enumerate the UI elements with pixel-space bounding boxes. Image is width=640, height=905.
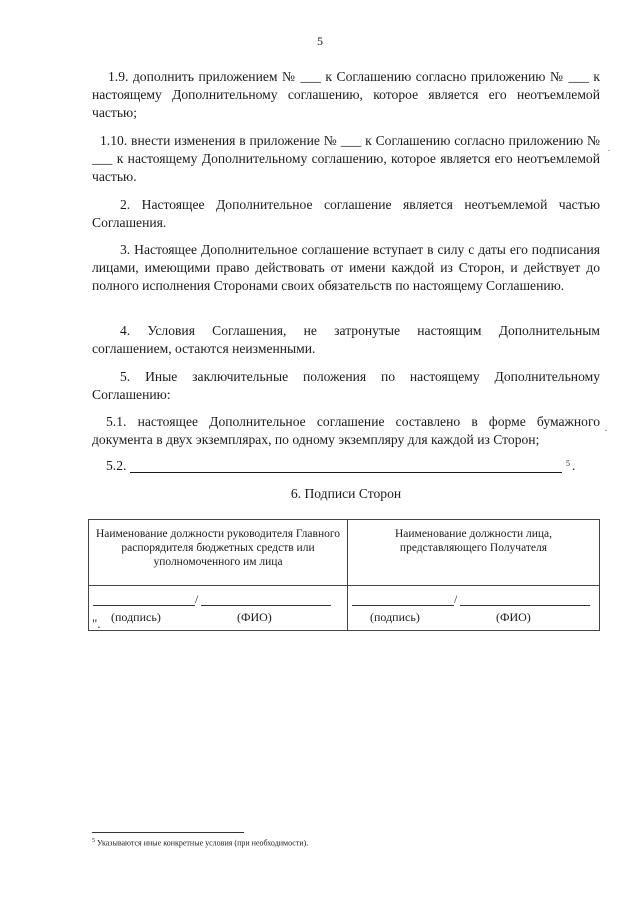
page-number: 5 — [317, 34, 323, 48]
paragraph-5-2 — [92, 457, 600, 475]
signature-blank — [93, 605, 195, 606]
paragraph-lead: 1.9. — [108, 69, 129, 84]
paragraph-5-1 — [92, 413, 600, 449]
paragraph-1-9 — [92, 68, 600, 122]
blank-line — [130, 472, 562, 473]
paragraph-text: Настоящее Дополнительное соглашение является неотъемлемой частью Соглашения. — [92, 197, 600, 230]
footnote-rule — [92, 832, 244, 833]
paragraph-lead: 5.1. — [106, 414, 127, 429]
scan-speck — [605, 430, 607, 431]
paragraph-text: Настоящее Дополнительное соглашение вступает в силу с даты его подписания лицами, имеющими право действовать от имени каждой из Сторон, и действует до полного исполнения Сторонами своих обязательств по настоящему Соглашению. — [92, 242, 600, 293]
name-blank — [201, 605, 331, 606]
paragraph-lead: 2. — [120, 197, 131, 212]
left-header-cell — [89, 520, 348, 586]
name-blank — [460, 605, 590, 606]
paragraph-text: Условия Соглашения, не затронутые настоящим Дополнительным соглашением, остаются неизменными. — [92, 323, 600, 356]
footnote-text: Указываются иные конкретные условия (при необходимости). — [97, 838, 309, 848]
paragraph-lead: 5. — [120, 369, 131, 384]
paragraph-text: Иные заключительные положения по настоящему Дополнительному Соглашению: — [92, 369, 601, 402]
right-header-cell — [348, 520, 600, 586]
paragraph-text: дополнить приложением № ___ к Соглашению согласно приложению № ___ к настоящему Дополнительному соглашению, которое является его неотъемлемой частью; — [92, 69, 600, 120]
name-label: (ФИО) — [237, 610, 272, 624]
footnote-reference: 5 — [566, 459, 570, 468]
signature-table — [88, 519, 600, 631]
signature-slash: / — [195, 592, 199, 606]
paragraph-3 — [92, 241, 600, 295]
paragraph-4 — [92, 322, 600, 358]
paragraph-text: настоящее Дополнительное соглашение составлено в форме бумажного документа в двух экземплярах, по одному экземпляру для каждой из Сторон; — [92, 414, 600, 447]
left-signature-cell — [89, 586, 348, 631]
footnote-mark: 5 — [92, 838, 95, 844]
signature-label: (подпись) — [370, 610, 420, 624]
paragraph-lead: 1.10. — [100, 133, 128, 148]
left-header-text: Наименование должности руководителя Главного распорядителя бюджетных средств или уполномоченного им лица — [95, 528, 341, 568]
closing-quote: ". — [92, 616, 101, 631]
signature-blank — [352, 605, 454, 606]
section-title: 6. Подписи Сторон — [290, 486, 402, 501]
paragraph-lead: 3. — [120, 242, 131, 257]
paragraph-end: . — [572, 458, 576, 473]
right-header-text: Наименование должности лица, представляющего Получателя — [394, 528, 553, 554]
paragraph-1-10 — [92, 132, 600, 186]
right-signature-cell — [348, 586, 600, 631]
signature-slash: / — [454, 592, 458, 606]
scan-speck — [608, 150, 610, 151]
paragraph-lead: 4. — [120, 323, 131, 338]
paragraph-2 — [92, 196, 600, 232]
paragraph-text: внести изменения в приложение № ___ к Соглашению согласно приложению № ___ к настоящему Дополнительному соглашению, которое является его неотъемлемой частью. — [92, 133, 601, 184]
paragraph-5 — [92, 368, 600, 404]
footnote — [92, 838, 308, 848]
name-label: (ФИО) — [496, 610, 531, 624]
signature-label: (подпись) — [111, 610, 161, 624]
paragraph-lead: 5.2. — [106, 458, 127, 473]
